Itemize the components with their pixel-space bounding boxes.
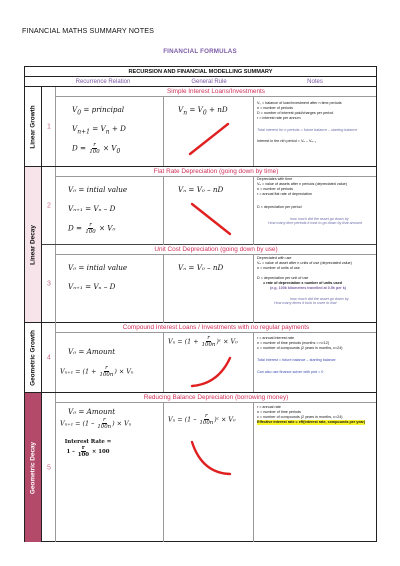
equation-recurrence: Vₙ₊₁ = Vₙ – D xyxy=(68,282,116,291)
note-line: r = annual interest rate xyxy=(257,336,294,340)
linear-growth-graph xyxy=(186,121,232,157)
equation-initial: $V_0$ = principal xyxy=(72,105,125,117)
note-handwritten: how much did the asset go down by xyxy=(290,297,349,301)
general-rule-cell xyxy=(164,333,254,392)
general-rule: Vₙ = V₀ – nD xyxy=(178,185,224,194)
recurrence-cell xyxy=(56,333,164,392)
recurrence-cell xyxy=(56,97,164,166)
row-title: Reducing Balance Depreciation (borrowing money) xyxy=(56,393,376,403)
note-line: V₀ = balance of loan/investment after n time periods xyxy=(257,101,342,105)
equation-d: D = $\frac{r}{100}$ × V₀ xyxy=(68,222,116,235)
note-handwritten: How many time periods it took to go down by that amount xyxy=(268,221,362,225)
column-headers xyxy=(25,77,376,87)
note-line: n = number of units of use xyxy=(257,266,300,270)
col-general-rule: General Rule xyxy=(191,79,227,85)
section-geometric-growth xyxy=(25,323,376,393)
note-line: r = annual rate xyxy=(257,405,281,409)
summary-table xyxy=(24,66,377,542)
note-line: Vₙ = value of asset after n units of use (depreciated value) xyxy=(257,261,352,265)
notes-cell xyxy=(254,333,376,392)
notes-cell xyxy=(254,255,376,323)
row-number: 3 xyxy=(42,245,56,323)
equation-recurrence: Vₙ₊₁ = (1 + $\frac{r}{100n}$ ) × Vₙ xyxy=(60,365,134,378)
general-rule: Vₙ = V₀ – nD xyxy=(178,263,224,272)
note-line: r = interest rate per annum xyxy=(257,116,301,120)
note-example: (e.g. 100k kilometres travelled at 0.5¢ per k) xyxy=(270,286,347,290)
section-label: Linear Decay xyxy=(25,167,42,322)
note-line: Vₙ = value of assets after n periods (depreciated value) xyxy=(257,182,347,186)
col-recurrence-relation: Recurrence Relation xyxy=(75,79,131,85)
exponential-decay-graph xyxy=(188,439,234,477)
equation-recurrence: $V_{n+1} = V_n + D$ xyxy=(72,124,126,136)
formulas-heading: FINANCIAL FORMULAS xyxy=(163,48,237,55)
col-notes: Notes xyxy=(307,79,323,85)
note-total-interest: Total interest for n periods = future balance – starting balance xyxy=(257,128,358,132)
equation-initial: V₀ = intial value xyxy=(68,185,128,194)
note-line: D = number of interest paid/charges per period xyxy=(257,111,334,115)
recurrence-cell xyxy=(56,255,164,323)
note-handwritten: how much did the asset go down by xyxy=(290,217,349,221)
note-line: D = depreciation per period xyxy=(257,205,302,209)
note-line: n = number of periods xyxy=(257,106,293,110)
general-rule-cell xyxy=(164,97,254,166)
general-rule-cell xyxy=(164,403,254,542)
section-geometric-decay xyxy=(25,393,376,542)
equation-d: D = $\frac{r}{100}$ × $V_0$ xyxy=(72,142,121,155)
note-line: Depreciates with time xyxy=(257,177,293,181)
note-line: c = number of compounds (2 years in months, c=24) xyxy=(257,346,343,350)
note-line: n = number of periods xyxy=(257,187,293,191)
row-compound-interest xyxy=(42,323,376,392)
row-number: 2 xyxy=(42,167,56,244)
note-total-interest: Total interest = future balance – starting balance xyxy=(257,358,336,362)
row-reducing-balance xyxy=(42,393,376,542)
interest-rate-formula: Interest Rate = 1 – $\frac{r}{100}$ × 100 xyxy=(64,439,112,458)
note-finance-solver: Can also use finance solver with pmt = 0 xyxy=(257,370,324,374)
equation-recurrence: Vₙ₊₁ = (1 – $\frac{r}{100n}$ ) × Vₙ xyxy=(60,417,132,430)
row-unit-cost-depreciation xyxy=(42,245,376,323)
notes-cell xyxy=(254,97,376,166)
recurrence-cell xyxy=(56,403,164,542)
recurrence-cell xyxy=(56,177,164,245)
note-handwritten: How many times it took to usee to that xyxy=(274,301,337,305)
general-rule-cell xyxy=(164,177,254,245)
note-line: n = number of time periods (months = n=12) xyxy=(257,341,330,345)
row-title: Compound Interest Loans / Investments with no regular payments xyxy=(56,323,376,333)
row-simple-interest xyxy=(42,87,376,166)
row-title: Simple Interest Loans/Investments xyxy=(56,87,376,97)
note-line: n = number of time periods xyxy=(257,410,301,414)
section-label: Geometric Decay xyxy=(25,393,42,542)
row-number: 4 xyxy=(42,323,56,392)
notes-cell xyxy=(254,403,376,542)
row-title: Unit Cost Depreciation (going down by use) xyxy=(56,245,376,255)
row-number: 1 xyxy=(42,87,56,166)
row-flat-rate-depreciation xyxy=(42,167,376,245)
note-nth-interest: Interest in the nth period = Vₙ – Vₙ₋₁ xyxy=(257,139,317,143)
equation-initial: V₀ = Amount xyxy=(68,407,116,416)
note-line: Depreciated with use xyxy=(257,256,292,260)
equation-initial: V₀ = intial value xyxy=(68,263,128,272)
section-linear-growth xyxy=(25,87,376,167)
section-label: Geometric Growth xyxy=(25,323,42,392)
note-rate: = rate of depreciation x number of units used xyxy=(263,281,342,285)
row-title: Flat Rate Depreciation (going down by time) xyxy=(56,167,376,177)
section-label: Linear Growth xyxy=(25,87,42,166)
equation-initial: V₀ = Amount xyxy=(68,347,116,356)
general-rule: Vₙ = (1 – $\frac{r}{100n}$ )ᶜ × V₀ xyxy=(168,413,236,426)
general-rule: Vₙ = (1 + $\frac{r}{100n}$ )ᶜ × V₀ xyxy=(168,335,238,348)
note-effective-rate: Effective interest rate = eff(interest rate, compounds per year) xyxy=(257,420,366,424)
linear-decay-graph xyxy=(188,201,234,237)
exponential-growth-graph xyxy=(188,355,234,389)
note-line: r = annual flat rate of depreciation xyxy=(257,192,313,196)
note-line: D = depreciation per unit of use xyxy=(257,276,309,280)
row-number: 5 xyxy=(42,393,56,542)
document-title: FINANCIAL MATHS SUMMARY NOTES xyxy=(22,26,155,35)
equation-recurrence: Vₙ₊₁ = Vₙ – D xyxy=(68,204,116,213)
summary-title: RECURSION AND FINANCIAL MODELLING SUMMARY xyxy=(25,67,376,77)
general-rule: $V_n = V_0$ + nD xyxy=(178,105,228,117)
notes-cell xyxy=(254,177,376,245)
note-line: c = number of compounds (2 years in months, c=24) xyxy=(257,415,343,419)
general-rule-cell xyxy=(164,255,254,323)
section-linear-decay xyxy=(25,167,376,323)
